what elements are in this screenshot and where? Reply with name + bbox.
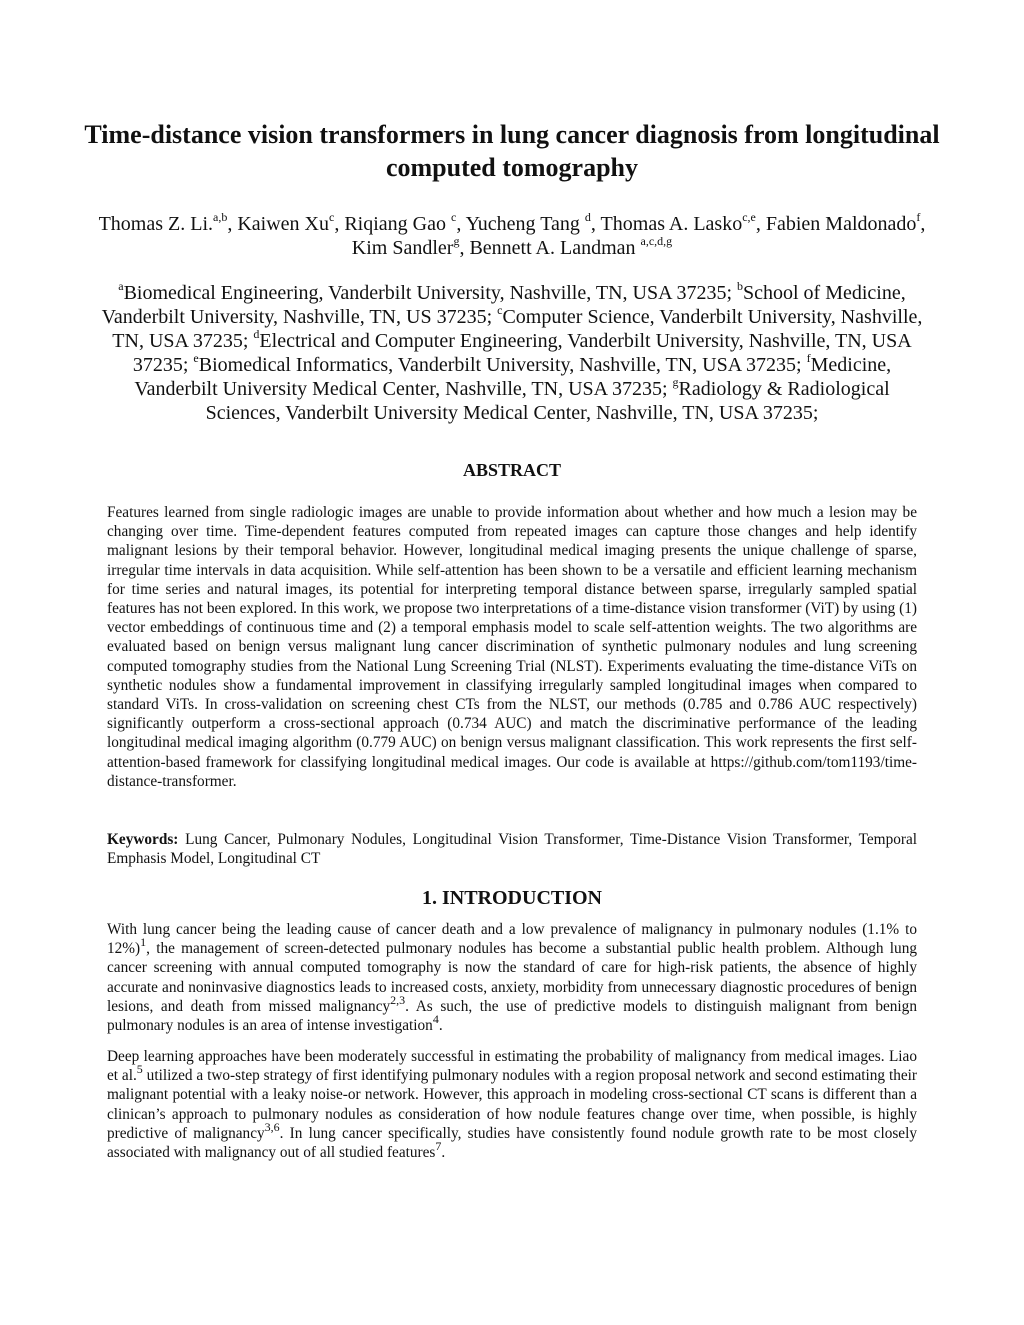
affiliation-list — [100, 281, 924, 425]
author: Riqiang Gao $^c$, — [344, 210, 466, 235]
affiliation: $^g$Radiology & Radiological Sciences, Vanderbilt University Medical Center, Nashville, TN, USA 37235; — [205, 375, 890, 424]
affiliation: $^a$Biomedical Engineering, Vanderbilt University, Nashville, TN, USA 37235; — [118, 279, 737, 304]
affiliation: $^c$Computer Science, Vanderbilt University, Nashville, TN, USA 37235; — [112, 303, 923, 352]
keywords-text: Lung Cancer, Pulmonary Nodules, Longitudinal Vision Transformer, Time-Distance Vision Transformer, Temporal Emphasis Model, Longitudinal CT — [107, 831, 917, 868]
citation: 3,6 — [264, 1119, 280, 1134]
author: Yucheng Tang $^d$, — [465, 210, 601, 235]
abstract-text: Features learned from single radiologic images are unable to provide information about whether and how much a lesion may be changing over time. Time-dependent features computed from repeated images can capture those changes and help identify malignant lesions by their temporal behavior. However, longitudinal medical imaging presents the unique challenge of sparse, irregular time intervals in data acquisition. While self-attention has been shown to be a versatile and efficient learning mechanism for time series and natural images, its potential for interpreting temporal distance between sparse, irregularly sampled spatial features has not been explored. In this work, we propose two interpretations of a time-distance vision transformer (ViT) by using (1) vector embeddings of continuous time and (2) a temporal emphasis model to scale self-attention weights. The two algorithms are evaluated based on benign versus malignant lung cancer discrimination of synthetic pulmonary nodules and lung screening computed tomography studies from the National Lung Screening Trial (NLST). Experiments evaluating the time-distance ViTs on synthetic nodules show a fundamental improvement in classifying irregularly sampled longitudinal images when compared to standard ViTs. In cross-validation on screening chest CTs from the NLST, our methods (0.785 and 0.786 AUC respectively) significantly outperform a cross-sectional approach (0.734 AUC) and match the discriminative performance of the leading longitudinal medical imaging algorithm (0.779 AUC) on benign versus malignant classification. This work represents the first self-attention-based framework for classifying longitudinal medical images. Our code is available at https://github.com/tom1193/time-distance-transformer. — [107, 504, 917, 790]
intro-paragraph-2: Deep learning approaches have been moderately successful in estimating the probability of malignancy from medical images. Liao et al.$^5$ utilized a two-step strategy of first identifying pulmonary nodules with a region proposal network and second estimating their malignant potential with a leaky noise-or network. However, this approach in modeling cross-sectional CT scans is different than a clinican’s approach to pulmonary nodules as consideration of how nodule features change over time, when possible, is highly predictive of malignancy$^{3,6}$. In lung cancer specifically, studies have consistently found nodule growth rate to be most closely associated with malignancy out of all studied features$^7$. — [107, 1048, 917, 1162]
keywords-label: Keywords: — [107, 831, 179, 848]
intro-paragraph-1: With lung cancer being the leading cause of cancer death and a low prevalence of malignancy in pulmonary nodules (1.1% to 12%)$^1$, the management of screen-detected pulmonary nodules has become a substantial public health problem. Although lung cancer screening with annual computed tomography is now the standard of care for high-risk patients, the absence of highly accurate and noninvasive diagnostics leads to increased costs, anxiety, morbidity from unnecessary diagnostic procedures of benign lesions, and death from missed malignancy$^{2,3}$. As such, the use of predictive models to distinguish malignant from benign pulmonary nodules is an area of intense investigation$^4$. — [107, 921, 917, 1035]
citation: 4 — [432, 1011, 439, 1026]
citation: 7 — [435, 1138, 442, 1153]
affiliation: $^f$Medicine, Vanderbilt University Medical Center, Nashville, TN, USA 37235; — [134, 351, 892, 400]
author-list — [90, 212, 934, 260]
author: Kaiwen Xu$^c$, — [237, 210, 345, 235]
affiliation: $^d$Electrical and Computer Engineering, Vanderbilt University, Nashville, TN, USA 37235; — [132, 327, 912, 376]
author: Thomas Z. Li.$^{a,b}$, — [98, 210, 238, 235]
keywords — [107, 830, 917, 868]
citation: 1 — [140, 935, 147, 950]
affiliation: $^e$Biomedical Informatics, Vanderbilt University, Nashville, TN, USA 37235; — [193, 351, 807, 376]
affiliation: $^b$School of Medicine, Vanderbilt University, Nashville, TN, US 37235; — [101, 279, 906, 328]
citation: 5 — [136, 1062, 143, 1077]
author: Bennett A. Landman $^{a,c,d,g}$ — [469, 234, 673, 259]
author: Thomas A. Lasko$^{c,e}$, — [600, 210, 766, 235]
author: Fabien Maldonado$^f$, — [765, 210, 926, 235]
citation: 2,3 — [390, 992, 406, 1007]
section-heading-introduction: 1. INTRODUCTION — [421, 887, 603, 909]
abstract-heading: ABSTRACT — [462, 460, 562, 480]
author: Kim Sandler$^g$, — [351, 234, 470, 259]
paper-title: Time-distance vision transformers in lung cancer diagnosis from longitudinal computed tomography — [84, 120, 940, 182]
